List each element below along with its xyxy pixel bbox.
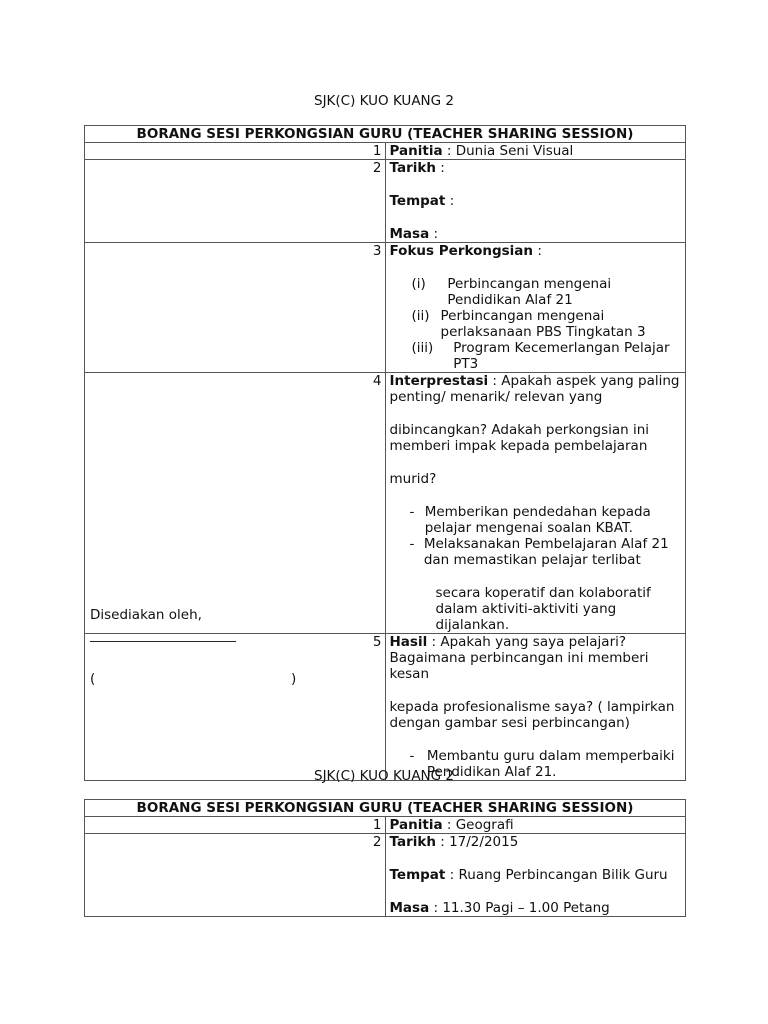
- panitia-label: Panitia: [389, 143, 443, 159]
- school-name: SJK(C) KUO KUANG 2: [314, 768, 454, 784]
- row-interprestasi: [85, 373, 686, 634]
- row-number: 3: [85, 243, 386, 373]
- tempat-value: : Ruang Perbincangan Bilik Guru: [445, 867, 668, 883]
- name-bracket-close: ): [291, 671, 297, 687]
- hasil-question: : Apakah yang saya pelajari? Bagaimana perbincangan ini memberi kesan: [389, 634, 649, 682]
- hasil-question: kepada profesionalisme saya? ( lampirkan dengan gambar sesi perbincangan): [389, 699, 675, 731]
- fokus-label: Fokus Perkongsian: [389, 243, 534, 259]
- masa-label: Masa: [389, 226, 430, 242]
- fokus-cell: [385, 243, 686, 373]
- row-number: 1: [85, 817, 386, 834]
- panitia-cell: [385, 143, 686, 160]
- details-cell: [385, 834, 686, 917]
- fokus-list: [390, 276, 682, 372]
- row-panitia: [85, 143, 686, 160]
- panitia-value: : Geografi: [442, 817, 514, 833]
- details-cell: [385, 160, 686, 243]
- row-hasil: [85, 634, 686, 781]
- sharing-session-form: [84, 799, 686, 917]
- masa-label: Masa: [389, 900, 430, 916]
- row-details: [85, 834, 686, 917]
- row-details: [85, 160, 686, 243]
- tempat-label: Tempat: [389, 193, 446, 209]
- form-header-row: [85, 800, 686, 817]
- panitia-cell: [385, 817, 686, 834]
- row-panitia: [85, 817, 686, 834]
- tarikh-label: Tarikh: [389, 160, 436, 176]
- school-name: SJK(C) KUO KUANG 2: [314, 93, 454, 109]
- list-item: (iii) Program Kecemerlangan Pelajar PT3: [411, 340, 670, 372]
- name-bracket-open: (: [90, 671, 96, 687]
- hasil-label: Hasil: [389, 634, 428, 650]
- prepared-by-label: Disediakan oleh,: [90, 607, 202, 623]
- list-item: - Memberikan pendedahan kepada pelajar mengenai soalan KBAT.: [409, 504, 651, 536]
- form-title: BORANG SESI PERKONGSIAN GURU (TEACHER SHARING SESSION): [85, 126, 686, 143]
- list-item: - Membantu guru dalam memperbaiki Pendidikan Alaf 21.: [409, 748, 675, 780]
- signature-line: [90, 641, 236, 642]
- row-number: 2: [85, 160, 386, 243]
- tempat-value: :: [445, 193, 455, 209]
- row-number: 5: [85, 634, 386, 781]
- tempat-label: Tempat: [389, 867, 446, 883]
- tarikh-value: : 17/2/2015: [435, 834, 519, 850]
- list-item: (i) Perbincangan mengenai Pendidikan Alaf 21: [411, 276, 612, 308]
- list-item-continuation: secara koperatif dan kolaboratif dalam aktiviti-aktiviti yang dijalankan.: [435, 585, 651, 633]
- row-number: 2: [85, 834, 386, 917]
- tarikh-value: :: [435, 160, 445, 176]
- row-fokus: [85, 243, 686, 373]
- interprestasi-cell: [385, 373, 686, 634]
- row-number: 4: [85, 373, 386, 634]
- row-number: 1: [85, 143, 386, 160]
- panitia-value: : Dunia Seni Visual: [442, 143, 574, 159]
- interprestasi-label: Interprestasi: [389, 373, 489, 389]
- list-item: - Melaksanakan Pembelajaran Alaf 21 dan memastikan pelajar terlibat: [409, 536, 669, 568]
- interprestasi-question: : Apakah aspek yang paling penting/ menarik/ relevan yang: [389, 373, 680, 405]
- interprestasi-question: murid?: [389, 471, 437, 487]
- interprestasi-list: [390, 504, 682, 568]
- masa-value: :: [429, 226, 439, 242]
- form-header-row: [85, 126, 686, 143]
- form-title: BORANG SESI PERKONGSIAN GURU (TEACHER SHARING SESSION): [85, 800, 686, 817]
- panitia-label: Panitia: [389, 817, 443, 833]
- interprestasi-question: dibincangkan? Adakah perkongsian ini memberi impak kepada pembelajaran: [389, 422, 650, 454]
- sharing-session-form: [84, 125, 686, 781]
- fokus-value: :: [533, 243, 542, 259]
- tarikh-label: Tarikh: [389, 834, 436, 850]
- masa-value: : 11.30 Pagi – 1.00 Petang: [429, 900, 610, 916]
- hasil-cell: [385, 634, 686, 781]
- list-item: (ii) Perbincangan mengenai perlaksanaan PBS Tingkatan 3: [411, 308, 646, 340]
